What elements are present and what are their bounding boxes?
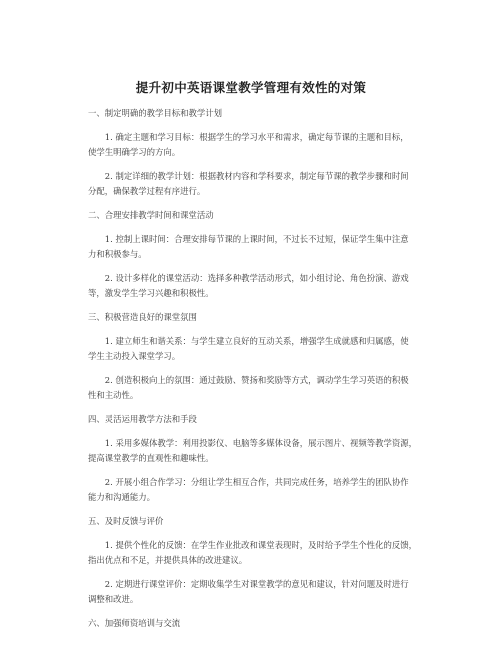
paragraph-line: 分配，确保教学过程有序进行。	[88, 186, 206, 196]
paragraph-line: 2. 创造积极向上的氛围：通过鼓励、赞扬和奖励等方式，调动学生学习英语的积极	[104, 375, 409, 385]
section-paragraph	[88, 475, 423, 505]
section-heading: 三、积极营造良好的课堂氛围	[88, 312, 197, 322]
section-paragraph	[88, 271, 423, 301]
paragraph-line: 2. 开展小组合作学习：分组让学生相互合作，共同完成任务，培养学生的团队协作	[104, 477, 409, 487]
paragraph-line: 2. 制定详细的教学计划：根据教材内容和学科要求，制定每节课的教学步骤和时间	[104, 171, 409, 181]
paragraph-line: 1. 控制上课时间：合理安排每节课的上课时间，不过长不过短，保证学生集中注意	[104, 234, 409, 244]
document-body	[88, 106, 423, 640]
paragraph-line: 1. 确定主题和学习目标：根据学生的学习水平和需求，确定每节课的主题和目标，	[104, 132, 409, 142]
section-heading: 二、合理安排教学时间和课堂活动	[88, 210, 214, 220]
paragraph-line: 指出优点和不足，并提供具体的改进建议。	[88, 555, 248, 565]
section-heading: 一、制定明确的教学目标和教学计划	[88, 108, 222, 118]
section-paragraph	[88, 334, 423, 364]
paragraph-line: 2. 定期进行课堂评价：定期收集学生对课堂教学的意见和建议，针对问题及时进行	[104, 579, 409, 589]
section-paragraph	[88, 169, 423, 199]
section-paragraph	[88, 373, 423, 403]
section-heading: 五、及时反馈与评价	[88, 516, 164, 526]
paragraph-line: 性和主动性。	[88, 390, 139, 400]
section-paragraph	[88, 232, 423, 262]
paragraph-line: 调整和改进。	[88, 594, 139, 604]
section-paragraph	[88, 130, 423, 160]
paragraph-line: 1. 采用多媒体教学：利用投影仪、电脑等多媒体设备，展示图片、视频等教学资源，	[104, 438, 417, 448]
paragraph-line: 提高课堂教学的直观性和趣味性。	[88, 453, 214, 463]
section-paragraph	[88, 538, 423, 568]
paragraph-line: 2. 设计多样化的课堂活动：选择多种教学活动形式，如小组讨论、角色扮演、游戏	[104, 273, 409, 283]
section-heading: 四、灵活运用教学方法和手段	[88, 414, 197, 424]
paragraph-line: 1. 提供个性化的反馈：在学生作业批改和课堂表现时，及时给予学生个性化的反馈，	[104, 540, 417, 550]
paragraph-line: 等，激发学生学习兴趣和积极性。	[88, 288, 214, 298]
paragraph-line: 力和积极参与。	[88, 249, 147, 259]
paragraph-line: 1. 建立师生和谐关系：与学生建立良好的互动关系，增强学生成就感和归属感，使	[104, 336, 409, 346]
paragraph-line: 能力和沟通能力。	[88, 492, 155, 502]
document-title: 提升初中英语课堂教学管理有效性的对策	[135, 80, 367, 95]
section-paragraph	[88, 436, 423, 466]
section-heading: 六、加强师资培训与交流	[88, 618, 181, 628]
section-paragraph	[88, 577, 423, 607]
paragraph-line: 使学生明确学习的方向。	[88, 147, 181, 157]
paragraph-line: 学生主动投入课堂学习。	[88, 351, 181, 361]
